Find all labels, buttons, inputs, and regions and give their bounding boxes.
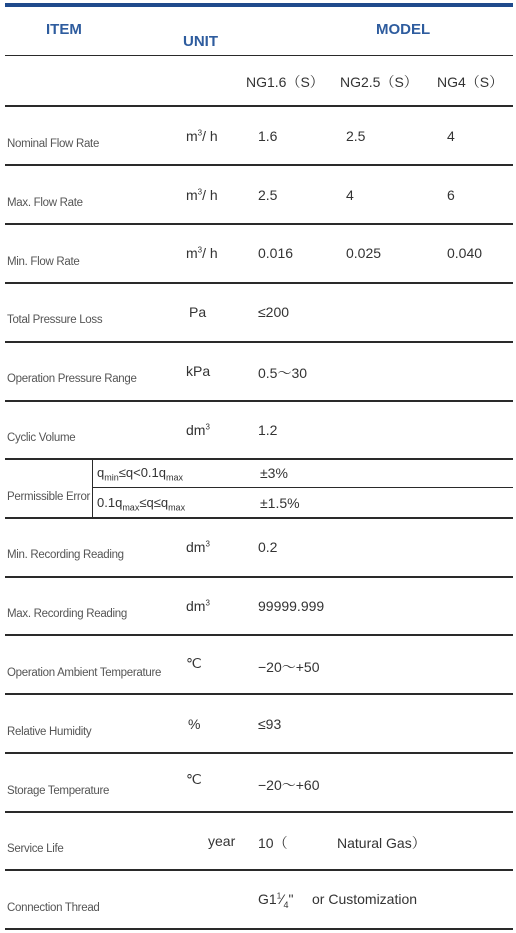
divider <box>5 55 513 56</box>
model-ng4: NG4（S） <box>437 74 504 90</box>
cyclic-volume-label: Cyclic Volume <box>7 432 76 444</box>
connection-thread-size: $G1^1⁄_4$" <box>258 891 294 910</box>
permissible-error-label: Permissible Error <box>7 491 91 503</box>
nominal-flow-ng16: 1.6 <box>258 128 278 144</box>
min-flow-ng4: 0.040 <box>447 245 483 261</box>
divider <box>5 634 513 636</box>
service-life-label: Service Life <box>7 843 64 855</box>
min-flow-unit: $m^3/$ h <box>186 245 218 261</box>
pressure-loss-label: Total Pressure Loss <box>7 314 103 326</box>
max-flow-label: Max. Flow Rate <box>7 197 83 209</box>
pressure-loss-unit: Pa <box>189 304 207 320</box>
pressure-loss-value: ≤200 <box>258 304 290 320</box>
storage-temperature-value: −20～+60 <box>258 777 320 793</box>
service-life-unit: year <box>208 833 236 849</box>
divider <box>5 869 513 871</box>
divider <box>92 459 93 518</box>
max-flow-ng16: 2.5 <box>258 187 278 203</box>
ambient-temperature-label: Operation Ambient Temperature <box>7 667 162 679</box>
pressure-range-value: 0.5～30 <box>258 365 308 381</box>
pressure-range-unit: kPa <box>186 363 211 379</box>
divider <box>5 752 513 754</box>
divider <box>5 282 513 284</box>
nominal-flow-ng4: 4 <box>447 128 455 144</box>
item-heading: ITEM <box>46 21 82 38</box>
unit-heading: UNIT <box>183 33 218 50</box>
storage-temperature-label: Storage Temperature <box>7 785 110 797</box>
error-condition-low: $q_{min}\le q<0.1q_{max}$ <box>97 465 184 483</box>
divider <box>5 164 513 166</box>
service-life-years: 10（ <box>258 835 288 851</box>
divider <box>5 811 513 813</box>
relative-humidity-label: Relative Humidity <box>7 726 92 738</box>
error-condition-high: $0.1q_{max}\le q\le q_{max}$ <box>97 495 186 513</box>
nominal-flow-unit: $m^3/$ h <box>186 128 218 144</box>
relative-humidity-value: ≤93 <box>258 716 282 732</box>
ambient-temperature-unit: ℃ <box>186 655 202 671</box>
divider <box>93 487 513 488</box>
max-flow-ng4: 6 <box>447 187 455 203</box>
min-flow-ng16: 0.016 <box>258 245 294 261</box>
max-reading-value: 99999.999 <box>258 598 325 614</box>
max-flow-unit: $m^3/$ h <box>186 187 218 203</box>
divider <box>5 928 513 930</box>
divider <box>5 341 513 343</box>
service-life-note: Natural Gas） <box>337 835 426 851</box>
min-reading-unit: $dm^3$ <box>186 539 210 555</box>
error-value-low: ±3% <box>260 465 288 481</box>
max-reading-unit: $dm^3$ <box>186 598 210 614</box>
storage-temperature-unit: ℃ <box>186 771 202 787</box>
model-ng16: NG1.6（S） <box>246 74 324 90</box>
model-ng25: NG2.5（S） <box>340 74 418 90</box>
divider <box>5 400 513 402</box>
pressure-range-label: Operation Pressure Range <box>7 373 137 385</box>
cyclic-volume-unit: $dm^3$ <box>186 422 210 438</box>
min-flow-ng25: 0.025 <box>346 245 382 261</box>
divider <box>5 223 513 225</box>
cyclic-volume-value: 1.2 <box>258 422 278 438</box>
relative-humidity-unit: % <box>188 716 201 732</box>
divider <box>5 105 513 107</box>
divider <box>5 458 513 460</box>
min-reading-label: Min. Recording Reading <box>7 549 124 561</box>
header-rule <box>5 3 513 7</box>
min-flow-label: Min. Flow Rate <box>7 256 80 268</box>
max-flow-ng25: 4 <box>346 187 354 203</box>
max-reading-label: Max. Recording Reading <box>7 608 127 620</box>
nominal-flow-ng25: 2.5 <box>346 128 366 144</box>
divider <box>5 693 513 695</box>
divider <box>5 517 513 519</box>
connection-thread-note: or Customization <box>312 891 418 907</box>
min-reading-value: 0.2 <box>258 539 278 555</box>
divider <box>5 576 513 578</box>
connection-thread-label: Connection Thread <box>7 902 100 914</box>
model-heading: MODEL <box>376 21 431 38</box>
nominal-flow-label: Nominal Flow Rate <box>7 138 100 150</box>
ambient-temperature-value: −20～+50 <box>258 659 320 675</box>
error-value-high: ±1.5% <box>260 495 300 511</box>
